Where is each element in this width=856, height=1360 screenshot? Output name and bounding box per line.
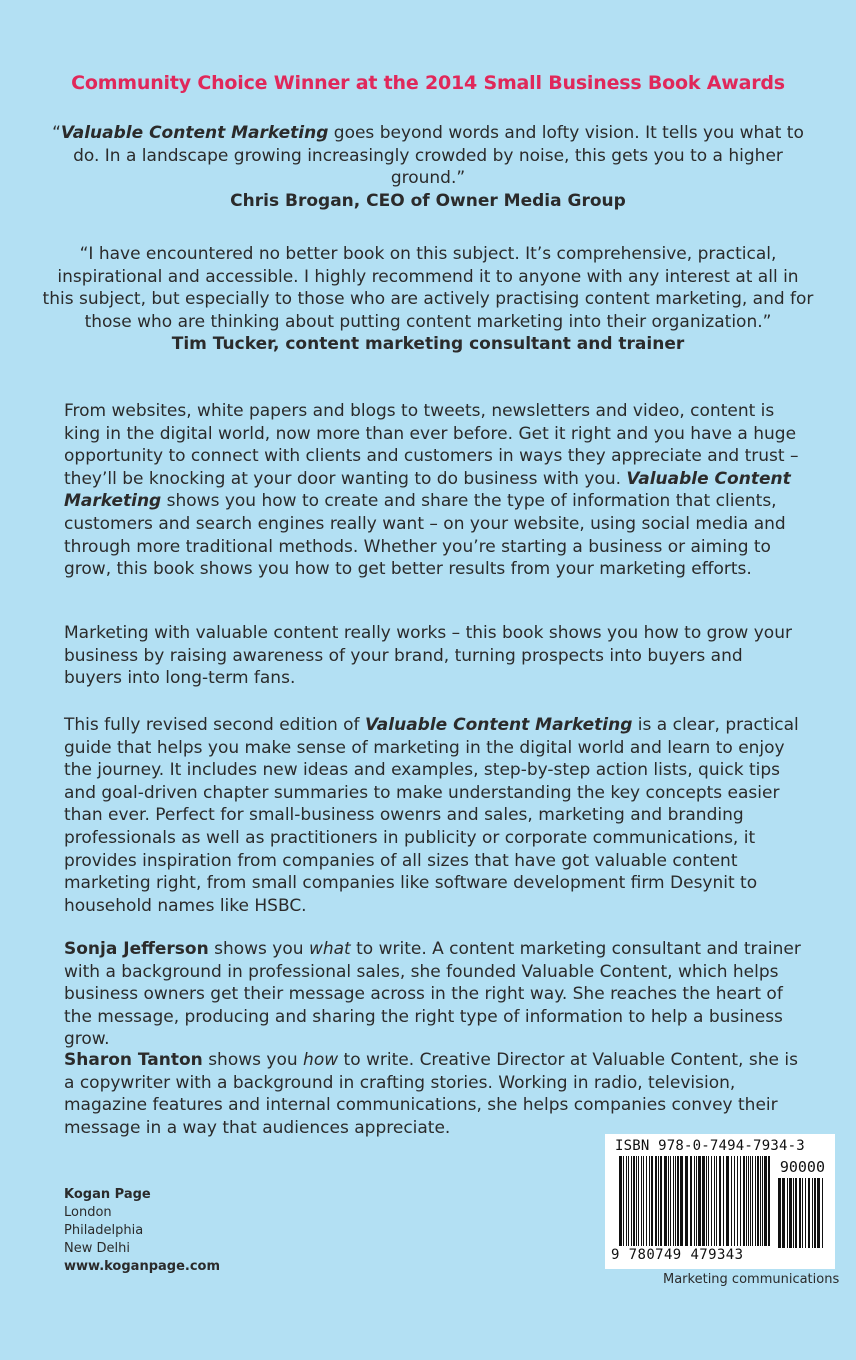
barcode-stripe [822, 1178, 823, 1248]
publisher-city: New Delhi [64, 1241, 130, 1256]
paragraph-text: shows you how to create and share the type of information that clients, customers and search engines really want – on your website, using social media and through more traditional methods. Whether you’re starting a business or aiming to grow, this book shows you how to get better results from your marketing efforts. [64, 491, 786, 580]
quote-attribution: Tim Tucker, content marketing consultant and trainer [171, 334, 685, 354]
barcode-stripe [802, 1178, 803, 1248]
publisher-url: www.koganpage.com [64, 1259, 221, 1274]
quote-open-mark: “ [52, 123, 61, 143]
barcode-stripe [696, 1156, 697, 1246]
publisher-block [64, 1186, 220, 1276]
barcode-stripe [748, 1156, 749, 1246]
barcode-stripe [778, 1178, 781, 1248]
barcode-stripe [646, 1156, 647, 1246]
barcode-stripe [673, 1156, 674, 1246]
author-bio-1 [64, 938, 804, 1051]
barcode-stripe [808, 1178, 810, 1248]
barcode-stripe [633, 1156, 635, 1246]
barcode-stripe [726, 1156, 729, 1246]
quote-text: “I have encountered no better book on this subject. It’s comprehensive, practical, inspirational and accessible. I highly recommend it to anyone with any interest at all in this subject, but especially to those who are actively practising content marketing, and for those who are thinking about putting content marketing into their organization.” [42, 244, 814, 332]
barcode-stripe [711, 1156, 712, 1246]
barcode-stripe [702, 1156, 705, 1246]
barcode-stripe [658, 1156, 659, 1246]
barcode-stripe [782, 1178, 785, 1248]
barcode-stripe [643, 1156, 644, 1246]
endorsement-quote-2 [40, 243, 816, 356]
barcode-stripe [740, 1156, 741, 1246]
barcode-addon-code: 90000 [779, 1158, 825, 1176]
barcode-stripe [631, 1156, 632, 1246]
barcode-stripe [651, 1156, 653, 1246]
barcode-stripe [762, 1156, 763, 1246]
barcode-stripe [793, 1178, 794, 1248]
description-paragraph-1 [64, 400, 804, 581]
barcode-stripe [641, 1156, 642, 1246]
bio-text: to write. Creative Director at Valuable Content, she is a copywriter with a background in crafting stories. Working in radio, television, magazine features and internal communications, she helps companies convey their message in a way that audiences appreciate. [64, 1050, 798, 1138]
barcode-stripe [668, 1156, 669, 1246]
barcode-stripe [716, 1156, 717, 1246]
barcode-stripe [768, 1156, 770, 1246]
barcode-stripe [680, 1156, 683, 1246]
barcode-stripe [731, 1156, 732, 1246]
paragraph-text: From websites, white papers and blogs to tweets, newsletters and video, content is king in the digital world, now more than ever before. Get it right and you have a huge opportunity to connect with clients and customers in ways they appreciate and trust – they’ll be knocking at your door wanting to do business with you. [64, 401, 799, 489]
category-label: Marketing communications [663, 1272, 840, 1287]
barcode-stripe [737, 1156, 738, 1246]
bio-text: to write. A content marketing consultant and trainer with a background in professional sales, she founded Valuable Content, which helps business owners get their message across in the right way. She reaches the heart of the message, producing and sharing the right type of information to help a business grow. [64, 939, 801, 1050]
barcode-stripe [746, 1156, 747, 1246]
barcode-stripe [760, 1156, 761, 1246]
quote-text: goes beyond words and lofty vision. It tells you what to do. In a landscape growing increasingly crowded by noise, this gets you to a higher ground.” [73, 123, 804, 188]
bio-emphasis: what [308, 939, 351, 959]
barcode-stripe [706, 1156, 707, 1246]
barcode-stripe [787, 1178, 788, 1248]
barcode-stripe [805, 1178, 806, 1248]
barcode-stripe [664, 1156, 667, 1246]
paragraph-text: is a clear, practical guide that helps you make sense of marketing in the digital world and learn to enjoy the journey. It includes new ideas and examples, step-by-step action lists, quick tips and goal-driven chapter summaries to make understanding the key concepts easier than ever. Perfect for small-business owenrs and sales, marketing and branding professionals as well as practitioners in publicity or corporate communications, it provides inspiration from companies of all sizes that have got valuable content marketing right, from small companies like software development firm Desynit to household names like HSBC. [64, 715, 799, 916]
description-paragraph-3 [64, 714, 804, 917]
award-heading: Community Choice Winner at the 2014 Small Business Book Awards [71, 72, 785, 94]
barcode-stripe [677, 1156, 679, 1246]
bio-text: shows you [208, 939, 309, 959]
barcode-stripe [636, 1156, 637, 1246]
barcode-stripe [799, 1178, 801, 1248]
barcode-stripe [690, 1156, 692, 1246]
publisher-city: Philadelphia [64, 1223, 144, 1238]
bio-emphasis: how [303, 1050, 339, 1070]
barcode-stripe [708, 1156, 709, 1246]
quote-attribution: Chris Brogan, CEO of Owner Media Group [230, 190, 626, 211]
barcode-stripe [750, 1156, 751, 1246]
author-name: Sonja Jefferson [64, 939, 209, 959]
barcode-stripe [734, 1156, 735, 1246]
barcode-stripe [698, 1156, 701, 1246]
isbn-label: ISBN 978-0-7494-7934-3 [615, 1138, 805, 1154]
barcode-stripe [752, 1156, 753, 1246]
publisher-name: Kogan Page [64, 1187, 151, 1202]
barcode-stripe [714, 1156, 715, 1246]
barcode-stripe [757, 1156, 759, 1246]
description-paragraph-2: Marketing with valuable content really works – this book shows you how to grow your business by raising awareness of your brand, turning prospects into buyers and buyers into long-term fans. [64, 623, 792, 689]
barcode-stripe [626, 1156, 627, 1246]
barcode-stripe [723, 1156, 724, 1246]
barcode-stripe [764, 1156, 767, 1246]
endorsement-quote-1 [40, 122, 816, 212]
barcode-stripe [812, 1178, 813, 1248]
barcode-stripe [623, 1156, 624, 1246]
barcode-stripe [655, 1156, 657, 1246]
addon-barcode-bars [778, 1178, 826, 1248]
barcode-stripe [755, 1156, 756, 1246]
barcode-stripe [719, 1156, 721, 1246]
book-title: Valuable Content Marketing [364, 715, 633, 735]
quote-book-title: Valuable Content Marketing [60, 123, 329, 143]
bio-text: shows you [202, 1050, 304, 1070]
barcode-stripe [795, 1178, 797, 1248]
barcode-stripe [789, 1178, 792, 1248]
author-name: Sharon Tanton [64, 1050, 203, 1070]
author-bio-2 [64, 1049, 804, 1139]
barcode-stripe [638, 1156, 639, 1246]
publisher-city: London [64, 1205, 112, 1220]
barcode-stripe [814, 1178, 816, 1248]
barcode-digits: 9 780749 479343 [611, 1247, 744, 1263]
barcode-stripe [649, 1156, 650, 1246]
book-title: Valuable Content Marketing [64, 468, 791, 512]
barcode-stripe [675, 1156, 676, 1246]
paragraph-text: This fully revised second edition of [64, 715, 365, 735]
barcode-stripe [660, 1156, 662, 1246]
barcode-stripe [685, 1156, 688, 1246]
isbn-barcode [605, 1134, 835, 1269]
barcode-bars [619, 1156, 771, 1246]
barcode-stripe [743, 1156, 745, 1246]
barcode-stripe [817, 1178, 820, 1248]
barcode-stripe [619, 1156, 622, 1246]
barcode-stripe [694, 1156, 695, 1246]
barcode-stripe [670, 1156, 671, 1246]
barcode-stripe [628, 1156, 629, 1246]
